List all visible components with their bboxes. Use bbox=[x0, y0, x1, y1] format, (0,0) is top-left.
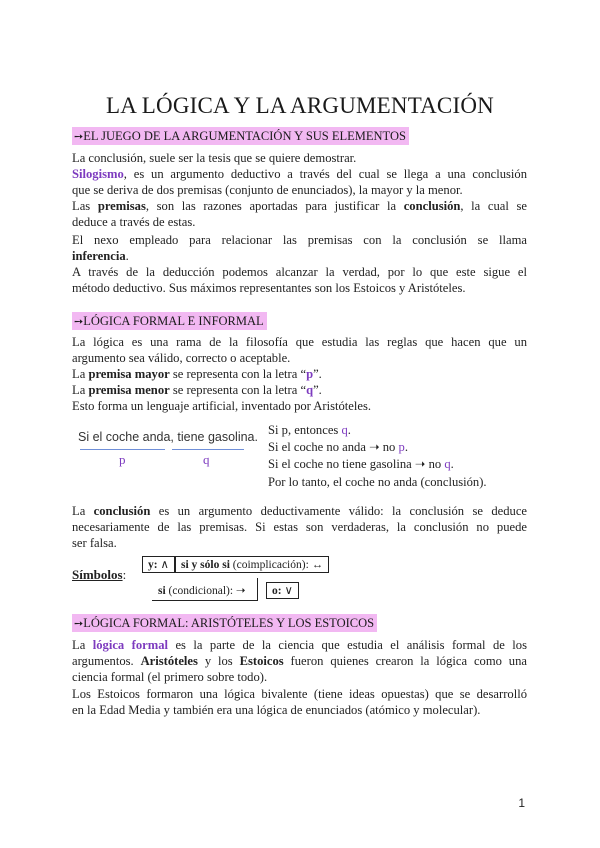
term-estoicos: Estoicos bbox=[239, 654, 284, 668]
text: La bbox=[72, 367, 89, 381]
text: . bbox=[404, 440, 408, 454]
paragraph-inferencia bbox=[72, 232, 527, 264]
text: . bbox=[347, 423, 351, 437]
paragraph-conclusion-valida bbox=[72, 503, 527, 551]
text: que se deriva de dos premisas (conjunto de enunciados), la mayor y la menor. bbox=[72, 183, 463, 197]
example-rule-2 bbox=[268, 439, 408, 455]
text: si y sólo si bbox=[181, 559, 230, 571]
text: (coimplicación): ↔ bbox=[229, 559, 324, 571]
term-silogismo: Silogismo bbox=[72, 167, 124, 181]
example-rule-4 bbox=[268, 474, 487, 490]
text: es un argumento deductivamente válido: la conclusión se deduce bbox=[150, 504, 527, 518]
example-rule-3 bbox=[268, 456, 454, 472]
term-logica-formal: lógica formal bbox=[92, 638, 169, 652]
text: y los bbox=[197, 654, 240, 668]
arrow-icon: ➙ bbox=[74, 618, 84, 630]
paragraph-premisas bbox=[72, 198, 527, 230]
letter-q: q bbox=[306, 383, 314, 397]
text: La conclusión, suele ser la tesis que se quiere demostrar. bbox=[72, 151, 357, 165]
term-inferencia: inferencia bbox=[72, 249, 126, 263]
page-number: 1 bbox=[518, 796, 525, 810]
text: Si el coche no tiene gasolina ➝ no bbox=[268, 457, 445, 471]
term-premisa-menor: premisa menor bbox=[88, 383, 170, 397]
text: ∧ bbox=[157, 559, 169, 571]
text: es la parte de la ciencia que estudia el análisis formal de los bbox=[168, 638, 528, 652]
text: argumento sea válido, correcto o aceptable. bbox=[72, 351, 291, 365]
paragraph-premisa-mayor bbox=[72, 366, 527, 382]
term-aristoteles: Aristóteles bbox=[140, 654, 198, 668]
paragraph-lenguaje-artificial bbox=[72, 398, 527, 414]
symbol-cond-rightline bbox=[257, 578, 258, 601]
letter-q: q bbox=[341, 423, 348, 437]
text: Por lo tanto, el coche no anda (conclusión). bbox=[268, 475, 487, 489]
text: El nexo empleado para relacionar las premisas con la conclusión se llama bbox=[72, 233, 527, 247]
section-heading-juego bbox=[72, 127, 409, 145]
paragraph-logica-rama bbox=[72, 334, 527, 366]
symbols-label bbox=[72, 567, 126, 583]
example-letter-p: p bbox=[119, 452, 126, 467]
term-premisas: premisas bbox=[97, 199, 146, 213]
text: A través de la deducción podemos alcanzar la verdad, por lo que este sigue el bbox=[72, 265, 527, 279]
text: La bbox=[72, 383, 89, 397]
section-heading-formal-informal bbox=[72, 312, 267, 330]
page-title: LA LÓGICA Y LA ARGUMENTACIÓN bbox=[106, 93, 494, 118]
section-heading-text: EL JUEGO DE LA ARGUMENTACIÓN Y SUS ELEMENTOS bbox=[83, 129, 406, 143]
text: en la Edad Media y también era una lógica de enunciados (atómico y molecular). bbox=[72, 703, 481, 717]
symbol-cond-underline bbox=[152, 600, 258, 601]
underline-q bbox=[172, 449, 244, 450]
text: (condicional): ➝ bbox=[165, 585, 246, 597]
term-premisa-mayor: premisa mayor bbox=[88, 367, 170, 381]
text: ∨ bbox=[281, 585, 293, 597]
paragraph-conclusion bbox=[72, 150, 527, 166]
text: ”. bbox=[313, 383, 322, 397]
section-heading-aristoteles bbox=[72, 614, 377, 632]
text: necesariamente de las premisas. Si estas son verdaderas, la conclusión no puede bbox=[72, 520, 527, 534]
text: ciencia formal (el primero sobre todo). bbox=[72, 670, 268, 684]
text: , es un argumento deductivo a través del cual se llega a una conclusión bbox=[123, 167, 527, 181]
symbol-box-o bbox=[266, 582, 299, 599]
text: ser falsa. bbox=[72, 536, 117, 550]
text: se representa con la letra “ bbox=[169, 383, 307, 397]
text: La bbox=[72, 504, 94, 518]
text: : bbox=[122, 567, 127, 582]
example-sentence: Si el coche anda, tiene gasolina. bbox=[78, 430, 258, 444]
symbol-box-y bbox=[142, 556, 175, 573]
arrow-icon: ➙ bbox=[74, 316, 84, 328]
text: argumentos. bbox=[72, 654, 141, 668]
paragraph-silogismo bbox=[72, 166, 527, 198]
text: deduce a través de estas. bbox=[72, 215, 196, 229]
text: Símbolos bbox=[72, 567, 123, 582]
paragraph-logica-formal bbox=[72, 637, 527, 685]
text: fueron quienes crearon la lógica como una bbox=[283, 654, 527, 668]
text: si bbox=[158, 585, 166, 597]
arrow-icon: ➙ bbox=[74, 131, 84, 143]
symbol-box-bicondicional bbox=[175, 556, 329, 573]
letter-q: q bbox=[444, 457, 451, 471]
text: o: bbox=[272, 585, 282, 597]
example-letter-q: q bbox=[203, 452, 210, 467]
paragraph-deduccion bbox=[72, 264, 527, 296]
letter-p: p bbox=[398, 440, 405, 454]
paragraph-premisa-menor bbox=[72, 382, 527, 398]
text: La bbox=[72, 638, 93, 652]
text: método deductivo. Sus máximos representantes son los Estoicos y Aristóteles. bbox=[72, 281, 466, 295]
term-conclusion: conclusión bbox=[403, 199, 461, 213]
paragraph-estoicos bbox=[72, 686, 527, 718]
underline-p bbox=[80, 449, 165, 450]
symbol-box-condicional bbox=[152, 582, 252, 599]
text: Si p, entonces bbox=[268, 423, 342, 437]
text: Si el coche no anda ➝ no bbox=[268, 440, 399, 454]
text: Las bbox=[72, 199, 98, 213]
text: , la cual se bbox=[460, 199, 527, 213]
text: La lógica es una rama de la filosofía que estudia las reglas que hacen que un bbox=[72, 335, 527, 349]
letter-p: p bbox=[306, 367, 314, 381]
text: y: bbox=[148, 559, 158, 571]
text: Esto forma un lenguaje artificial, inventado por Aristóteles. bbox=[72, 399, 372, 413]
text: , son las razones aportadas para justificar la bbox=[145, 199, 404, 213]
term-conclusion: conclusión bbox=[93, 504, 151, 518]
text: . bbox=[125, 249, 129, 263]
section-heading-text: LÓGICA FORMAL: ARISTÓTELES Y LOS ESTOICOS bbox=[83, 616, 375, 630]
text: . bbox=[450, 457, 454, 471]
section-heading-text: LÓGICA FORMAL E INFORMAL bbox=[83, 314, 264, 328]
text: Los Estoicos formaron una lógica bivalente (tiene ideas opuestas) que se desarrolló bbox=[72, 687, 527, 701]
text: ”. bbox=[313, 367, 322, 381]
example-rule-1 bbox=[268, 422, 351, 438]
text: se representa con la letra “ bbox=[169, 367, 307, 381]
